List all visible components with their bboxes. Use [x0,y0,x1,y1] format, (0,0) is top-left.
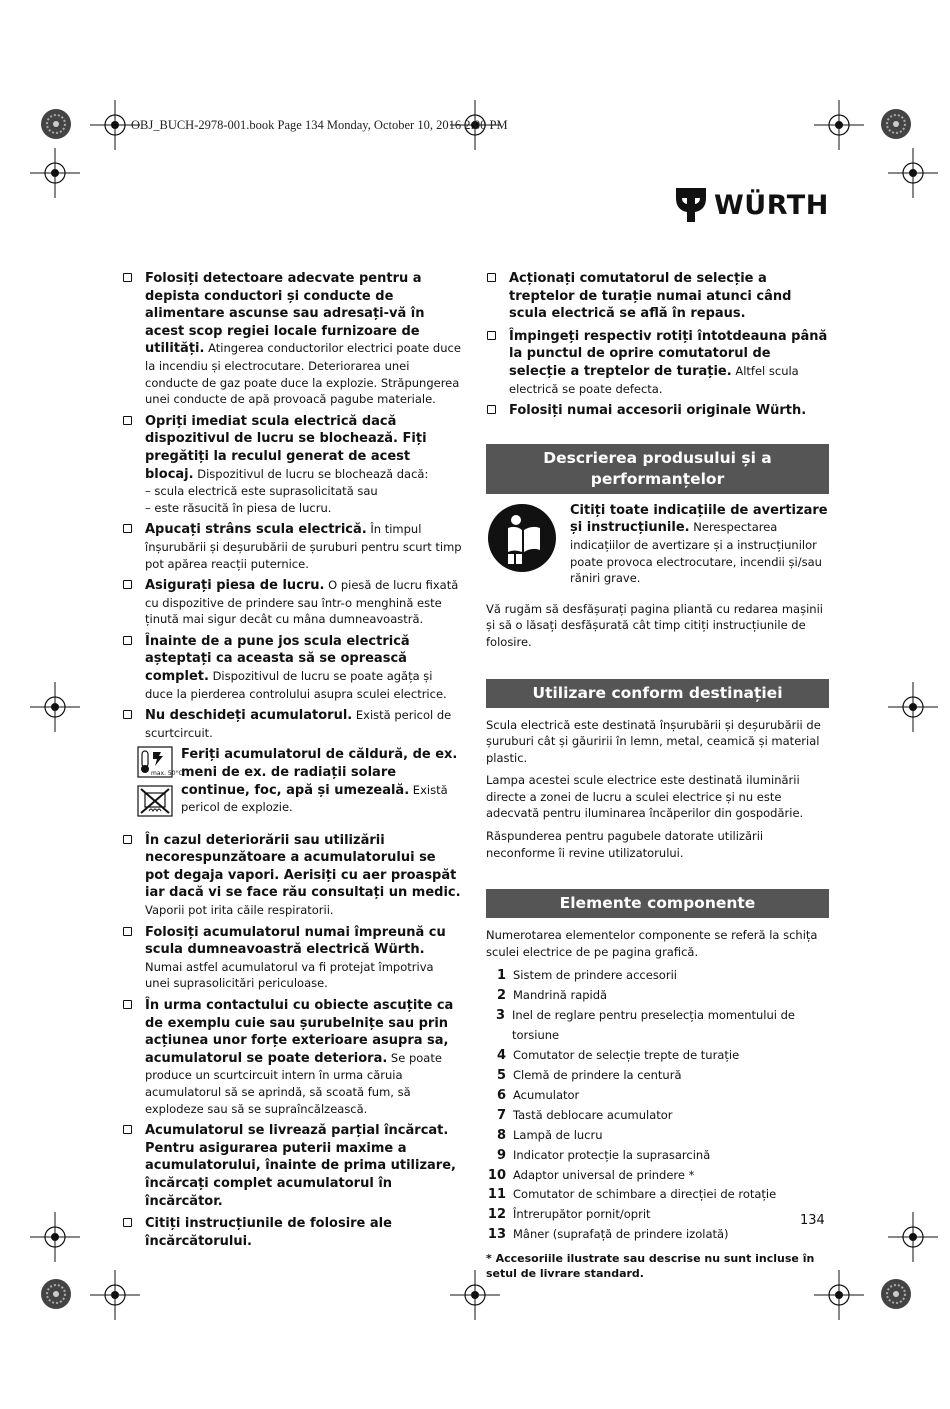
checkbox-bullet-icon [487,405,496,414]
checkbox-bullet-icon [123,1218,132,1227]
section-heading-intended-use: Utilizare conform destinației [486,679,829,708]
registration-mark-top-right [814,100,864,150]
checkbox-bullet-icon [123,524,132,533]
list-item: 6 Acumulator [496,1087,580,1103]
checkbox-bullet-icon [123,580,132,589]
safety-item: În urma contactului cu obiecte ascuțite ca de exemplu cuie sau șurubelnițe sau prin acțiunea unor forțe exterioare asupra sa, acumulatorul se poate deteriora. Se poate produce un scurtcircuit intern în urma căruia acumulatorul să se aprindă, să scoată fum, să explodeze sau să se supraîncălzească. [122,997,462,1117]
checkbox-bullet-icon [123,927,132,936]
registration-mark-left-upper [30,148,80,198]
checkbox-bullet-icon [123,416,132,425]
left-column [122,270,462,1255]
registration-mark-right-lower [888,1212,938,1262]
list-item: 4 Comutator de selecție trepte de turație [496,1048,740,1064]
checkbox-bullet-icon [123,835,132,844]
dash-item: – scula electrică este suprasolicitată sau [145,484,378,499]
registration-mark-right-middle [888,682,938,732]
safety-item: Nu deschideți acumulatorul. Există pericol de scurtcircuit. [122,707,462,741]
color-wheel-top-right [880,108,912,140]
safety-item: Folosiți detectoare adecvate pentru a depista conductori și conducte de alimentare ascunse sau adresați-vă în acest scop regiei locale furnizoare de utilități. Atingerea conductorilor electrici poate duce la incendiu și electrocutare. Deteriorarea unei conducte de gaz poate duce la explozie. Străpungerea unei conducte de apă provoacă pagube materiale. [122,270,462,408]
section-heading-components: Elemente componente [486,889,829,918]
color-wheel-top-left [40,108,72,140]
wurth-logo-text: WÜRTH [714,189,829,221]
no-water-fire-icon [137,785,173,817]
registration-mark-left-lower [30,1212,80,1262]
color-wheel-bottom-left [40,1278,72,1310]
page-number: 134 [800,1213,825,1228]
safety-item: Folosiți numai accesorii originale Würth. [486,402,829,420]
registration-mark-right-upper [888,148,938,198]
right-column [486,270,829,1281]
list-item: 12 Întrerupător pornit/oprit [487,1207,651,1223]
safety-item: Citiți instrucțiunile de folosire ale încărcătorului. [122,1215,462,1250]
list-item: 10 Adaptor universal de prindere * [487,1167,695,1183]
safety-item: Înainte de a pune jos scula electrică așteptați ca aceasta să se oprească complet. Dispozitivul de lucru se poate agăța și duce la pierderea controlului asupra sculei electrice. [122,633,462,702]
accessories-footnote: * Accesoriile ilustrate sau descrise nu sunt incluse în setul de livrare standard. [486,1252,815,1281]
components-list [486,966,829,1245]
list-item: 2 Mandrină rapidă [496,988,608,1004]
list-item: 7 Tastă deblocare acumulator [496,1107,673,1123]
battery-warning-block: max. 50°C Feriți acumulatorul de căldură, de ex. meni de ex. de radiații solare continue, foc, apă și umezeală. Există pericol de explozie. [137,746,462,823]
registration-mark-left-middle [30,682,80,732]
list-item: 11 Comutator de schimbare a direcției de rotație [487,1187,777,1203]
foldout-paragraph: Vă rugăm să desfășurați pagina pliantă cu redarea mașinii și să o lăsați desfășurată cât timp citiți instrucțiunile de folosire. [486,601,823,649]
wurth-logo [676,188,829,222]
read-instructions-block: Citiți toate indicațiile de avertizare și instrucțiunile. Nerespectarea indicațiilor de avertizare și a instrucțiunilor poate provoca electrocutare, incendii și/sau răniri grave. [486,502,829,587]
safety-item: Opriți imediat scula electrică dacă dispozitivul de lucru se blochează. Fiți pregătiți la reculul generat de acest blocaj. Dispozitivul de lucru se blochează dacă: – scula electrică este suprasolicitată sau – este răsucită în piesa de lucru. [122,413,462,517]
components-intro: Numerotarea elementelor componente se referă la schița sculei electrice de pe pagina grafică. [486,928,818,959]
list-item: 5 Clemă de prindere la centură [496,1067,682,1083]
safety-item: Folosiți acumulatorul numai împreună cu scula dumneavoastră electrică Würth. Numai astfel acumulatorul va fi protejat împotriva unei suprasolicitări periculoase. [122,924,462,992]
file-info-header: OBJ_BUCH-2978-001.book Page 134 Monday, October 10, 2016 2:00 PM [131,118,508,132]
read-manual-icon [486,502,558,574]
safety-item: Împingeți respectiv rotiți întotdeauna până la punctul de oprire comutatorul de selecție a treptelor de turație. Altfel scula electrică se poate defecta. [486,328,829,397]
intended-use-paragraph: Lampa acestei scule electrice este destinată iluminării directe a zonei de lucru a sculei electrice și nu este adecvată pentru iluminarea încăperilor din gospodărie. [486,773,804,821]
checkbox-bullet-icon [123,636,132,645]
safety-item: Apucați strâns scula electrică. În timpul înșurubării și deșurubării de șuruburi pentru scurt timp pot apărea reacții puternice. [122,521,462,572]
heat-warning-icon [137,746,183,778]
safety-item: În cazul deteriorării sau utilizării necorespunzătoare a acumulatorului se pot degaja vapori. Aerisiți cu aer proaspăt iar dacă vi se face rău consultați un medic. Vaporii pot irita căile respiratorii. [122,832,462,919]
safety-item: Acumulatorul se livrează parțial încărcat. Pentru asigurarea puterii maxime a acumulatorului, înainte de prima utilizare, încărcați complet acumulatorul în încărcător. [122,1122,462,1210]
checkbox-bullet-icon [123,710,132,719]
color-wheel-bottom-right [880,1278,912,1310]
checkbox-bullet-icon [123,1125,132,1134]
safety-item: Acționați comutatorul de selecție a treptelor de turație numai atunci când scula electrică se află în repaus. [486,270,829,323]
checkbox-bullet-icon [487,331,496,340]
list-item: 13 Mâner (suprafață de prindere izolată) [487,1227,729,1243]
list-item: 8 Lampă de lucru [496,1127,603,1143]
safety-item: Asigurați piesa de lucru. O piesă de lucru fixată cu dispozitive de prindere sau într-o menghină este ținută mai sigur decât cu mâna dumneavoastră. [122,577,462,628]
checkbox-bullet-icon [487,273,496,282]
intended-use-paragraph: Răspunderea pentru pagubele datorate utilizării neconforme îi revine utilizatorului. [486,829,764,860]
intended-use-paragraph: Scula electrică este destinată înșurubării și deșurubării de șuruburi cât și găuririi în lemn, metal, ceamică și material plastic. [486,717,821,765]
dash-item: – este răsucită în piesa de lucru. [145,500,332,515]
registration-mark-bottom-left [90,1270,140,1320]
wurth-logo-mark-icon [676,188,706,222]
section-heading-description: Descrierea produsului și a performanțelor [486,444,829,494]
checkbox-bullet-icon [123,1000,132,1009]
list-item: 3 Inel de reglare pentru preselecția momentului de torsiune [495,1008,796,1043]
list-item: 1 Sistem de prindere accesorii [496,968,677,984]
checkbox-bullet-icon [123,273,132,282]
max-temp-label: max. 50°C [151,770,183,778]
list-item: 9 Indicator protecție la suprasarcină [496,1147,711,1163]
